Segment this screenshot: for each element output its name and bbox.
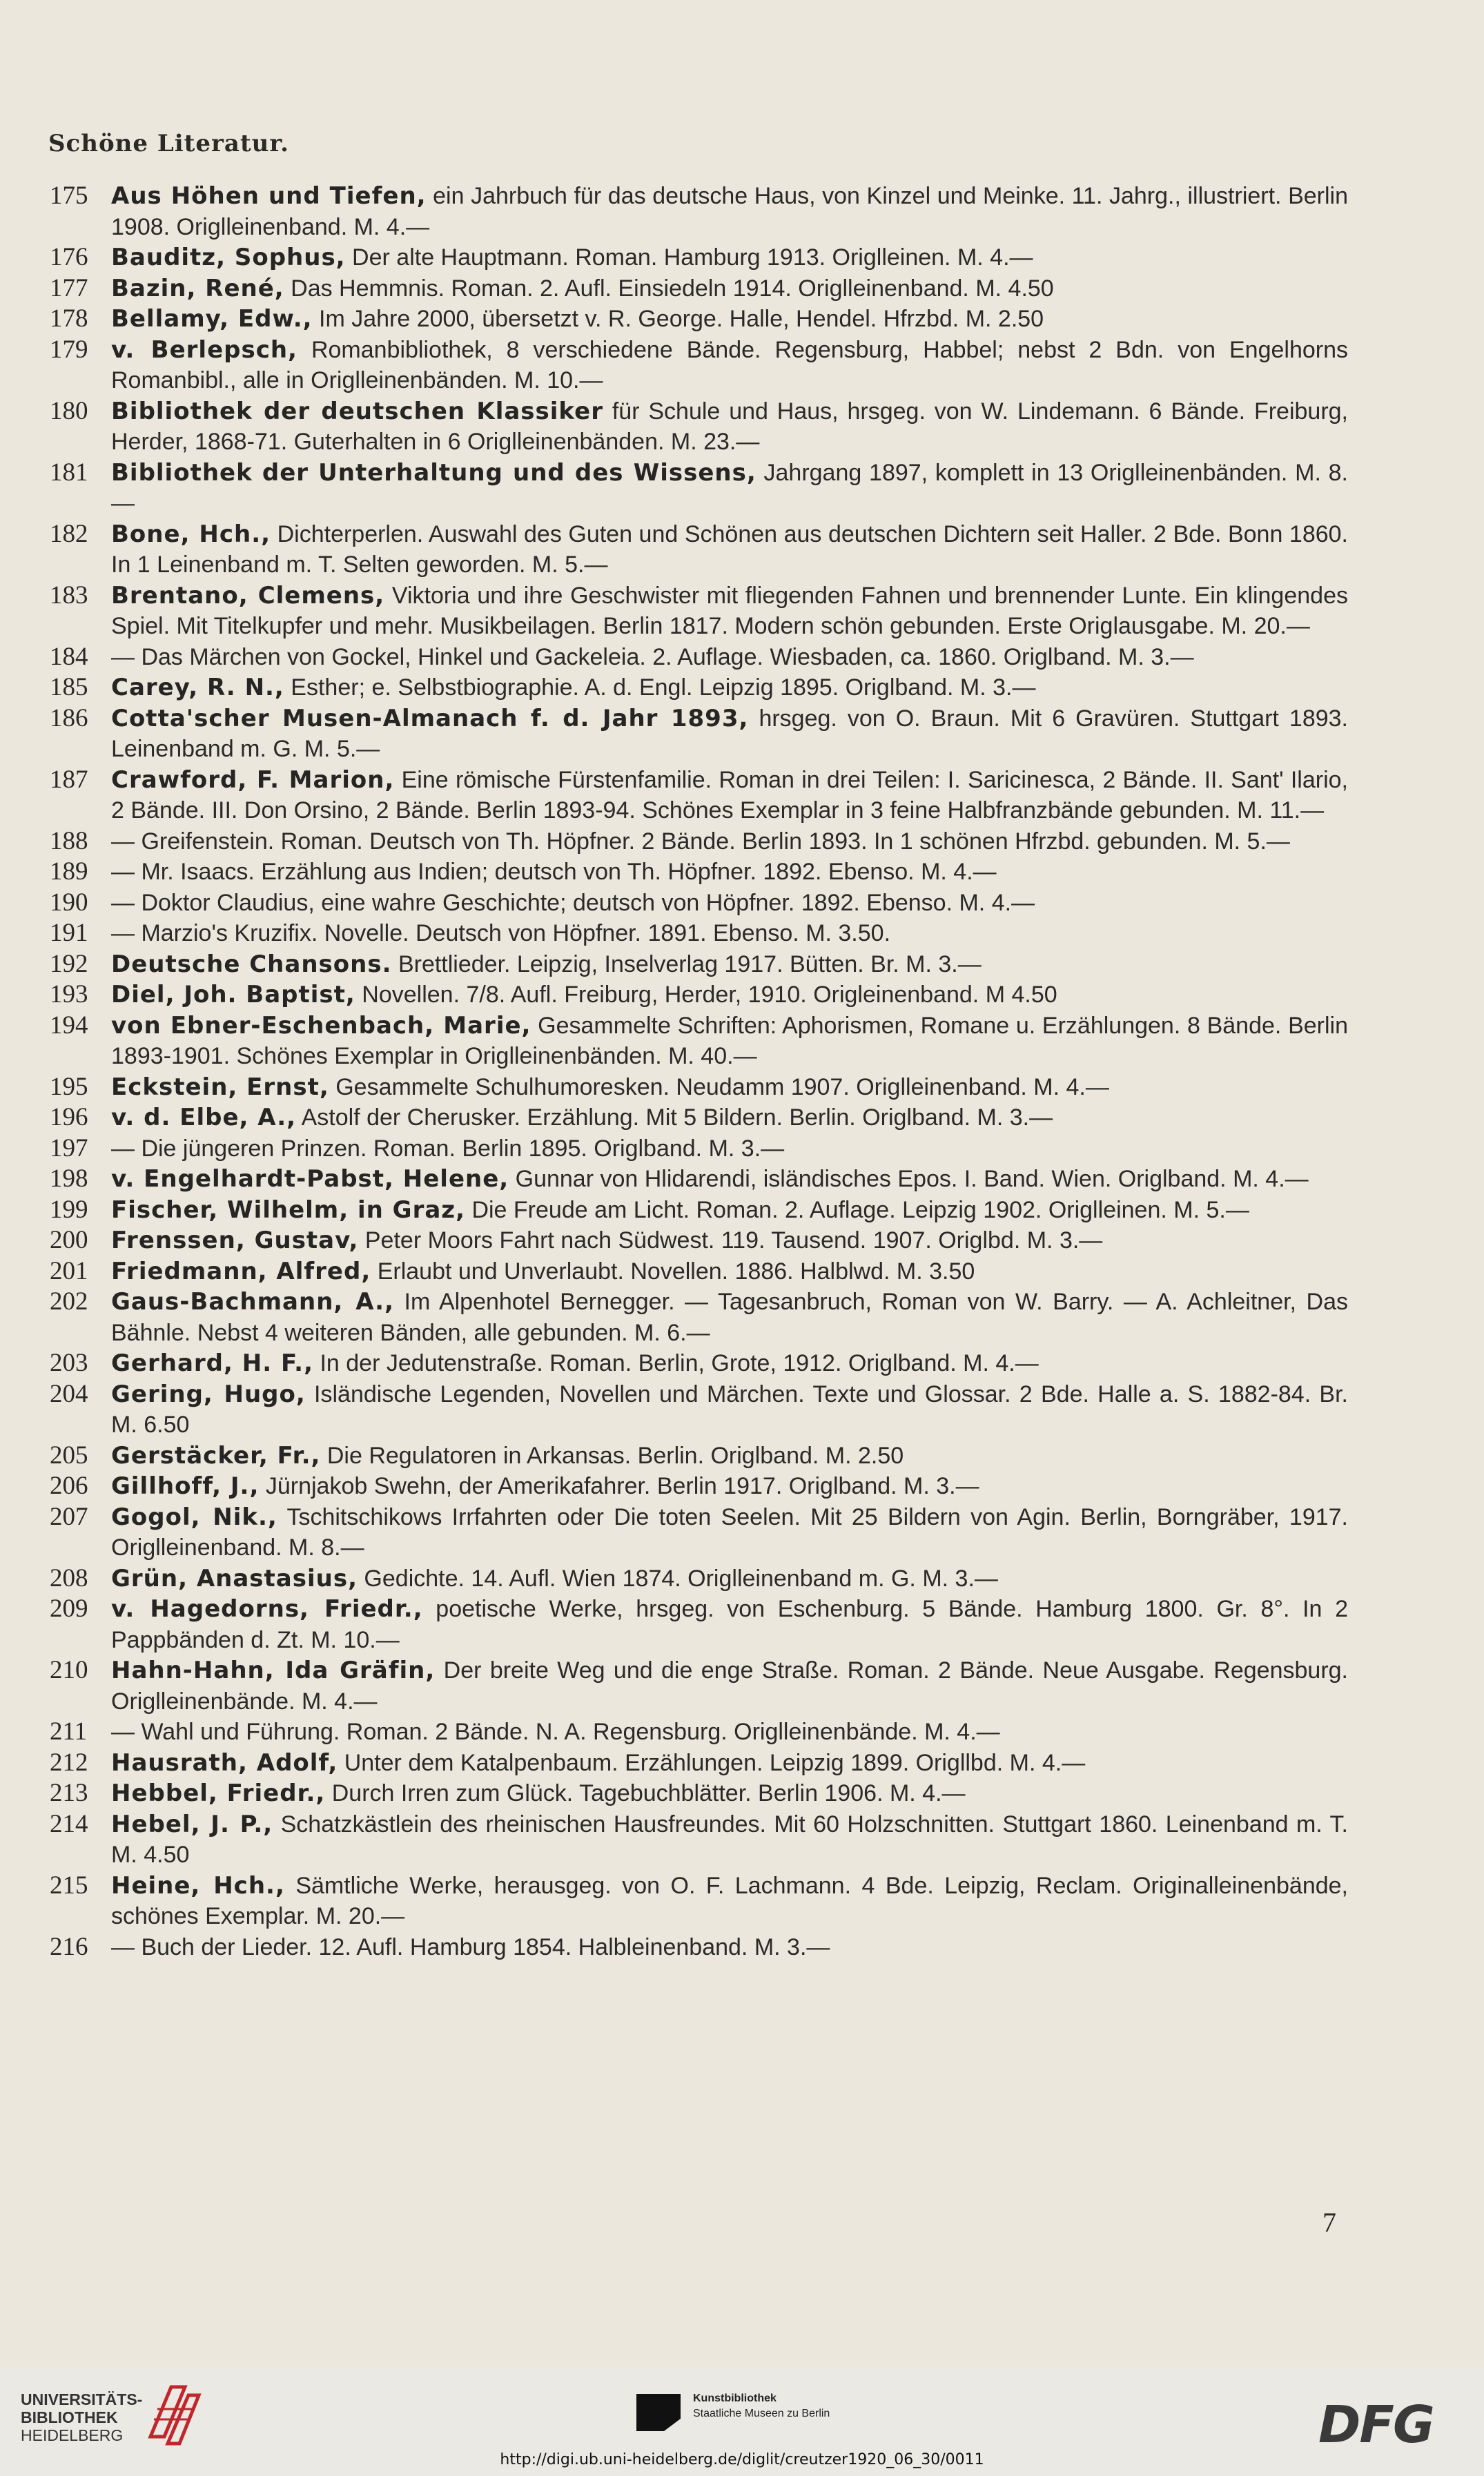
entry-text [111, 1225, 1348, 1256]
entry-text [111, 273, 1348, 304]
entry-author: Bazin, René, [111, 274, 284, 302]
entry-text [111, 949, 1348, 980]
entry-author: Hausrath, Adolf, [111, 1748, 338, 1777]
catalog-entry [0, 519, 1484, 581]
entry-author: Carey, R. N., [111, 674, 284, 701]
entry-number: 212 [50, 1748, 88, 1777]
entry-text [111, 242, 1348, 273]
entry-description: — Mr. Isaacs. Erzählung aus Indien; deutsch von Th. Höpfner. 1892. Ebenso. M. 4.— [111, 859, 997, 885]
catalog-entry [0, 918, 1484, 949]
entry-number: 180 [50, 396, 88, 425]
entry-description: Durch Irren zum Glück. Tagebuchblätter. Berlin 1906. M. 4.— [325, 1780, 966, 1806]
entry-description: Gedichte. 14. Aufl. Wien 1874. Origlleinenband m. G. M. 3.— [357, 1565, 998, 1592]
entry-description: hrsgeg. von O. Braun. Mit 6 Gravüren. Stuttgart 1893. Leinenband m. G. M. 5.— [111, 705, 1348, 762]
entry-text [111, 1287, 1348, 1348]
catalog-entry [0, 765, 1484, 826]
entry-author: v. d. Elbe, A., [111, 1104, 297, 1131]
entry-description: Dichterperlen. Auswahl des Guten und Schönen aus deutschen Dichtern seit Haller. 2 Bde. Bonn 1860. In 1 Leinenband m. T. Selten geworden. M. 5.— [111, 520, 1348, 578]
catalog-entry [0, 1441, 1484, 1472]
entry-description: — Wahl und Führung. Roman. 2 Bände. N. A. Regensburg. Origlleinenbände. M. 4.— [111, 1719, 1000, 1745]
kb-line: Staatliche Museen zu Berlin [693, 2408, 830, 2419]
catalog-entry [0, 396, 1484, 458]
entry-number: 188 [50, 826, 88, 855]
entry-description: Gunnar von Hlidarendi, isländisches Epos. I. Band. Wien. Origlband. M. 4.— [509, 1166, 1309, 1192]
entry-number: 185 [50, 673, 88, 701]
entry-description: Brettlieder. Leipzig, Inselverlag 1917. Bütten. Br. M. 3.— [391, 951, 982, 977]
entry-author: Bibliothek der deutschen Klassiker [111, 397, 603, 425]
entry-number: 182 [50, 519, 88, 548]
permalink-url[interactable]: http://digi.ub.uni-heidelberg.de/diglit/creutzer1920_06_30/0011 [500, 2451, 984, 2468]
catalog-entry [0, 1102, 1484, 1133]
entry-author: Friedmann, Alfred, [111, 1257, 371, 1285]
catalog-entry [0, 1287, 1484, 1348]
entry-number: 202 [50, 1287, 88, 1316]
entry-number: 195 [50, 1072, 88, 1101]
entry-description: Im Jahre 2000, übersetzt v. R. George. Halle, Hendel. Hfrzbd. M. 2.50 [312, 306, 1044, 332]
entry-text [111, 181, 1348, 242]
entry-text [111, 458, 1348, 519]
entry-number: 207 [50, 1502, 88, 1531]
kunstbibliothek-logo[interactable] [693, 2391, 830, 2421]
entry-description: Schatzkästlein des rheinischen Hausfreundes. Mit 60 Holzschnitten. Stuttgart 1860. Leinenband m. T. M. 4.50 [111, 1811, 1348, 1868]
entry-description: Die Regulatoren in Arkansas. Berlin. Origlband. M. 2.50 [320, 1442, 904, 1469]
entry-text [111, 1717, 1348, 1748]
entry-number: 177 [50, 273, 88, 302]
catalog-entry [0, 888, 1484, 919]
catalog-entry [0, 826, 1484, 857]
entry-text [111, 1748, 1348, 1779]
entry-description: ein Jahrbuch für das deutsche Haus, von Kinzel und Meinke. 11. Jahrg., illustriert. Berlin 1908. Origlleinenband. M. 4.— [111, 183, 1348, 240]
ub-crest-icon [144, 2381, 206, 2450]
section-title: Schöne Literatur. [48, 130, 289, 157]
entry-description: Erlaubt und Unverlaubt. Novellen. 1886. Halblwd. M. 3.50 [371, 1258, 975, 1285]
entry-text [111, 1348, 1348, 1379]
entry-text [111, 519, 1348, 581]
entry-author: Gering, Hugo, [111, 1380, 306, 1408]
entry-number: 181 [50, 458, 88, 487]
entry-author: Bellamy, Edw., [111, 305, 313, 333]
catalog-entry [0, 1164, 1484, 1195]
entry-number: 194 [50, 1011, 88, 1040]
catalog-entry [0, 672, 1484, 703]
catalog-entry [0, 1379, 1484, 1441]
catalog-entry [0, 1594, 1484, 1655]
entry-number: 198 [50, 1164, 88, 1193]
entry-number: 192 [50, 949, 88, 978]
catalog-entry [0, 1011, 1484, 1072]
entry-description: In der Jedutenstraße. Roman. Berlin, Grote, 1912. Origlband. M. 4.— [313, 1350, 1039, 1376]
entry-description: Esther; e. Selbstbiographie. A. d. Engl. Leipzig 1895. Origlband. M. 3.— [284, 674, 1036, 701]
entry-number: 201 [50, 1256, 88, 1285]
entry-text [111, 1471, 1348, 1502]
entry-text [111, 335, 1348, 396]
catalog-entry [0, 979, 1484, 1011]
catalog-entry [0, 703, 1484, 765]
ub-logo-line: HEIDELBERG [21, 2426, 124, 2444]
catalog-entry [0, 1655, 1484, 1717]
entry-description: für Schule und Haus, hrsgeg. von W. Lindemann. 6 Bände. Freiburg, Herder, 1868-71. Guterhalten in 6 Origlleinenbänden. M. 23.— [111, 398, 1348, 455]
entry-author: Gillhoff, J., [111, 1472, 260, 1500]
entry-author: Deutsche Chansons. [111, 950, 392, 978]
entry-text [111, 581, 1348, 642]
entry-number: 204 [50, 1379, 88, 1408]
catalog-entry [0, 335, 1484, 396]
entry-text [111, 1102, 1348, 1133]
entry-description: Viktoria und ihre Geschwister mit fliegenden Fahnen und brennender Lunte. Ein klingendes Spiel. Mit Titelkupfer und mehr. Musikbeilagen. Berlin 1817. Modern schön gebunden. Erste Origlausgabe. M. 20.— [111, 582, 1348, 639]
entry-number: 203 [50, 1349, 88, 1377]
entry-text [111, 304, 1348, 335]
entry-description: Jürnjakob Swehn, der Amerikafahrer. Berlin 1917. Origlband. M. 3.— [259, 1473, 979, 1499]
entry-number: 206 [50, 1472, 88, 1500]
entry-number: 193 [50, 980, 88, 1008]
entry-author: Gerhard, H. F., [111, 1349, 314, 1377]
entry-author: Aus Höhen und Tiefen, [111, 182, 427, 210]
catalog-entry [0, 642, 1484, 673]
entry-description: — Die jüngeren Prinzen. Roman. Berlin 1895. Origlband. M. 3.— [111, 1135, 785, 1162]
catalog-entry [0, 1563, 1484, 1595]
entry-author: Eckstein, Ernst, [111, 1073, 329, 1101]
entry-text [111, 857, 1348, 888]
entry-description: Romanbibliothek, 8 verschiedene Bände. Regensburg, Habbel; nebst 2 Bdn. von Engelhorns Romanbibl., alle in Origlleinenbänden. M. 10.— [111, 336, 1348, 393]
catalog-entry [0, 1502, 1484, 1563]
entry-author: Bone, Hch., [111, 520, 271, 548]
entry-number: 205 [50, 1441, 88, 1470]
page-number: 7 [1322, 2207, 1336, 2238]
entry-number: 197 [50, 1133, 88, 1162]
entry-description: Sämtliche Werke, herausgeg. von O. F. Lachmann. 4 Bde. Leipzig, Reclam. Originalleinenbände, schönes Exemplar. M. 20.— [111, 1872, 1348, 1929]
entry-description: — Buch der Lieder. 12. Aufl. Hamburg 1854. Halbleinenband. M. 3.— [111, 1933, 830, 1960]
entry-text [111, 1871, 1348, 1932]
entry-description: Im Alpenhotel Bernegger. — Tagesanbruch, Roman von W. Barry. — A. Achleitner, Das Bähnle. Nebst 4 weiteren Bänden, alle gebunden. M. 6.— [111, 1289, 1348, 1346]
entry-author: Fischer, Wilhelm, in Graz, [111, 1196, 465, 1224]
entry-author: Gogol, Nik., [111, 1503, 277, 1531]
entry-text [111, 765, 1348, 826]
entry-text [111, 1379, 1348, 1441]
entry-description: Novellen. 7/8. Aufl. Freiburg, Herder, 1910. Origleinenband. M 4.50 [355, 982, 1057, 1008]
catalog-entry [0, 304, 1484, 335]
entry-text [111, 1195, 1348, 1226]
entry-number: 216 [50, 1932, 88, 1961]
catalog-entry [0, 949, 1484, 980]
entry-author: Hahn-Hahn, Ida Gräfin, [111, 1657, 436, 1684]
entry-text [111, 1502, 1348, 1563]
entry-author: Diel, Joh. Baptist, [111, 981, 355, 1008]
entry-number: 183 [50, 581, 88, 610]
entry-number: 191 [50, 919, 88, 947]
entry-description: Gesammelte Schulhumoresken. Neudamm 1907. Origlleinenband. M. 4.— [329, 1073, 1109, 1100]
entry-number: 211 [50, 1717, 88, 1746]
entry-number: 196 [50, 1103, 88, 1131]
entry-number: 209 [50, 1595, 88, 1623]
footer-bar [0, 2368, 1484, 2476]
entry-text [111, 1441, 1348, 1472]
entry-number: 184 [50, 642, 88, 671]
entry-author: Bibliothek der Unterhaltung und des Wissens, [111, 458, 756, 487]
catalog-entry [0, 1072, 1484, 1103]
catalog-entry [0, 857, 1484, 888]
catalog-entry [0, 1195, 1484, 1226]
catalog-entry [0, 1871, 1484, 1932]
entry-description: — Marzio's Kruzifix. Novelle. Deutsch von Höpfner. 1891. Ebenso. M. 3.50. [111, 920, 891, 946]
entry-description: Peter Moors Fahrt nach Südwest. 119. Tausend. 1907. Origlbd. M. 3.— [358, 1227, 1103, 1254]
entry-author: v. Berlepsch, [111, 335, 297, 364]
catalog-entry [0, 1932, 1484, 1963]
kunstbibliothek-logo-icon [634, 2391, 683, 2434]
catalog-entry [0, 1471, 1484, 1502]
entry-description: Der alte Hauptmann. Roman. Hamburg 1913. Origlleinen. M. 4.— [345, 244, 1033, 271]
entry-number: 175 [50, 182, 88, 210]
entry-text [111, 642, 1348, 673]
entry-text [111, 1011, 1348, 1072]
kb-line: Kunstbibliothek [693, 2392, 777, 2404]
entry-description: Das Hemmnis. Roman. 2. Aufl. Einsiedeln 1914. Origlleinenband. M. 4.50 [284, 275, 1054, 302]
entry-text [111, 1594, 1348, 1655]
catalog-entry [0, 1348, 1484, 1379]
catalog-entry [0, 458, 1484, 519]
entry-number: 178 [50, 304, 88, 333]
entry-number: 176 [50, 243, 88, 271]
entry-list [0, 181, 1484, 1962]
catalog-entry [0, 1778, 1484, 1809]
entry-author: Grün, Anastasius, [111, 1564, 358, 1592]
entry-author: Crawford, F. Marion, [111, 766, 395, 794]
entry-author: Heine, Hch., [111, 1871, 285, 1900]
catalog-entry [0, 242, 1484, 273]
entry-description: Tschitschikows Irrfahrten oder Die toten Seelen. Mit 25 Bildern von Agin. Berlin, Borngräber, 1917. Origlleinenband. M. 8.— [111, 1503, 1348, 1561]
entry-text [111, 1563, 1348, 1595]
entry-text [111, 1932, 1348, 1963]
entry-author: Gaus-Bachmann, A., [111, 1288, 395, 1316]
entry-number: 187 [50, 765, 88, 794]
entry-number: 190 [50, 888, 88, 917]
catalog-entry [0, 1717, 1484, 1748]
entry-description: — Greifenstein. Roman. Deutsch von Th. Höpfner. 2 Bände. Berlin 1893. In 1 schönen Hfrzbd. gebunden. M. 5.— [111, 828, 1290, 855]
entry-text [111, 672, 1348, 703]
entry-author: Bauditz, Sophus, [111, 244, 346, 271]
entry-text [111, 1778, 1348, 1809]
catalog-entry [0, 1256, 1484, 1287]
catalog-entry [0, 273, 1484, 304]
entry-text [111, 1256, 1348, 1287]
entry-description: Die Freude am Licht. Roman. 2. Auflage. Leipzig 1902. Origlleinen. M. 5.— [465, 1196, 1249, 1223]
entry-text [111, 703, 1348, 765]
entry-author: Cotta'scher Musen-Almanach f. d. Jahr 1893, [111, 704, 749, 732]
entry-description: — Das Märchen von Gockel, Hinkel und Gackeleia. 2. Auflage. Wiesbaden, ca. 1860. Origlband. M. 3.— [111, 643, 1194, 670]
entry-number: 214 [50, 1809, 88, 1838]
entry-description: Eine römische Fürstenfamilie. Roman in drei Teilen: I. Saricinesca, 2 Bände. II. Sant' Ilario, 2 Bände. III. Don Orsino, 2 Bände. Berlin 1893-94. Schönes Exemplar in 3 feine Halbfranzbände gebunden. M. 11.— [111, 766, 1348, 823]
entry-number: 179 [50, 335, 88, 364]
catalog-entry [0, 581, 1484, 642]
entry-number: 210 [50, 1656, 88, 1684]
entry-text [111, 826, 1348, 857]
entry-description: poetische Werke, hrsgeg. von Eschenburg. 5 Bände. Hamburg 1800. Gr. 8°. In 2 Pappbänden d. Zt. M. 10.— [111, 1596, 1348, 1653]
entry-number: 199 [50, 1195, 88, 1224]
entry-number: 215 [50, 1871, 88, 1900]
entry-text [111, 396, 1348, 458]
entry-number: 213 [50, 1779, 88, 1807]
ub-logo[interactable] [21, 2390, 142, 2444]
entry-author: v. Engelhardt-Pabst, Helene, [111, 1165, 509, 1193]
entry-number: 186 [50, 703, 88, 732]
entry-number: 208 [50, 1563, 88, 1592]
entry-text [111, 888, 1348, 919]
entry-author: v. Hagedorns, Friedr., [111, 1595, 423, 1623]
entry-number: 200 [50, 1226, 88, 1254]
catalog-entry [0, 1809, 1484, 1871]
entry-number: 189 [50, 857, 88, 886]
ub-logo-line: BIBLIOTHEK [21, 2408, 118, 2426]
entry-author: Hebel, J. P., [111, 1810, 273, 1838]
entry-author: Frenssen, Gustav, [111, 1227, 359, 1254]
catalog-entry [0, 1748, 1484, 1779]
dfg-logo[interactable]: DFG [1318, 2395, 1434, 2455]
catalog-entry [0, 1225, 1484, 1256]
entry-text [111, 1809, 1348, 1871]
entry-author: Gerstäcker, Fr., [111, 1441, 321, 1470]
entry-text [111, 1072, 1348, 1103]
entry-description: Astolf der Cherusker. Erzählung. Mit 5 Bildern. Berlin. Origlband. M. 3.— [296, 1104, 1053, 1131]
entry-description: Der breite Weg und die enge Straße. Roman. 2 Bände. Neue Ausgabe. Regensburg. Origlleinenbände. M. 4.— [111, 1657, 1348, 1715]
catalog-entry [0, 181, 1484, 242]
entry-description: Unter dem Katalpenbaum. Erzählungen. Leipzig 1899. Origllbd. M. 4.— [338, 1749, 1086, 1776]
entry-description: Gesammelte Schriften: Aphorismen, Romane u. Erzählungen. 8 Bände. Berlin 1893-1901. Schönes Exemplar in Origlleinenbänden. M. 40.— [111, 1012, 1348, 1069]
entry-text [111, 1164, 1348, 1195]
entry-text [111, 1133, 1348, 1164]
catalog-entry [0, 1133, 1484, 1164]
ub-logo-line: UNIVERSITÄTS- [21, 2390, 143, 2408]
entry-author: Brentano, Clemens, [111, 581, 385, 610]
entry-text [111, 979, 1348, 1011]
entry-author: von Ebner-Eschenbach, Marie, [111, 1011, 531, 1040]
entry-description: Jahrgang 1897, komplett in 13 Origlleinenbänden. M. 8.— [111, 459, 1349, 516]
entry-text [111, 918, 1348, 949]
entry-text [111, 1655, 1348, 1717]
entry-author: Hebbel, Friedr., [111, 1780, 326, 1807]
entry-description: Isländische Legenden, Novellen und Märchen. Texte und Glossar. 2 Bde. Halle a. S. 1882-84. Br. M. 6.50 [111, 1381, 1348, 1438]
entry-description: — Doktor Claudius, eine wahre Geschichte; deutsch von Höpfner. 1892. Ebenso. M. 4.— [111, 889, 1035, 916]
